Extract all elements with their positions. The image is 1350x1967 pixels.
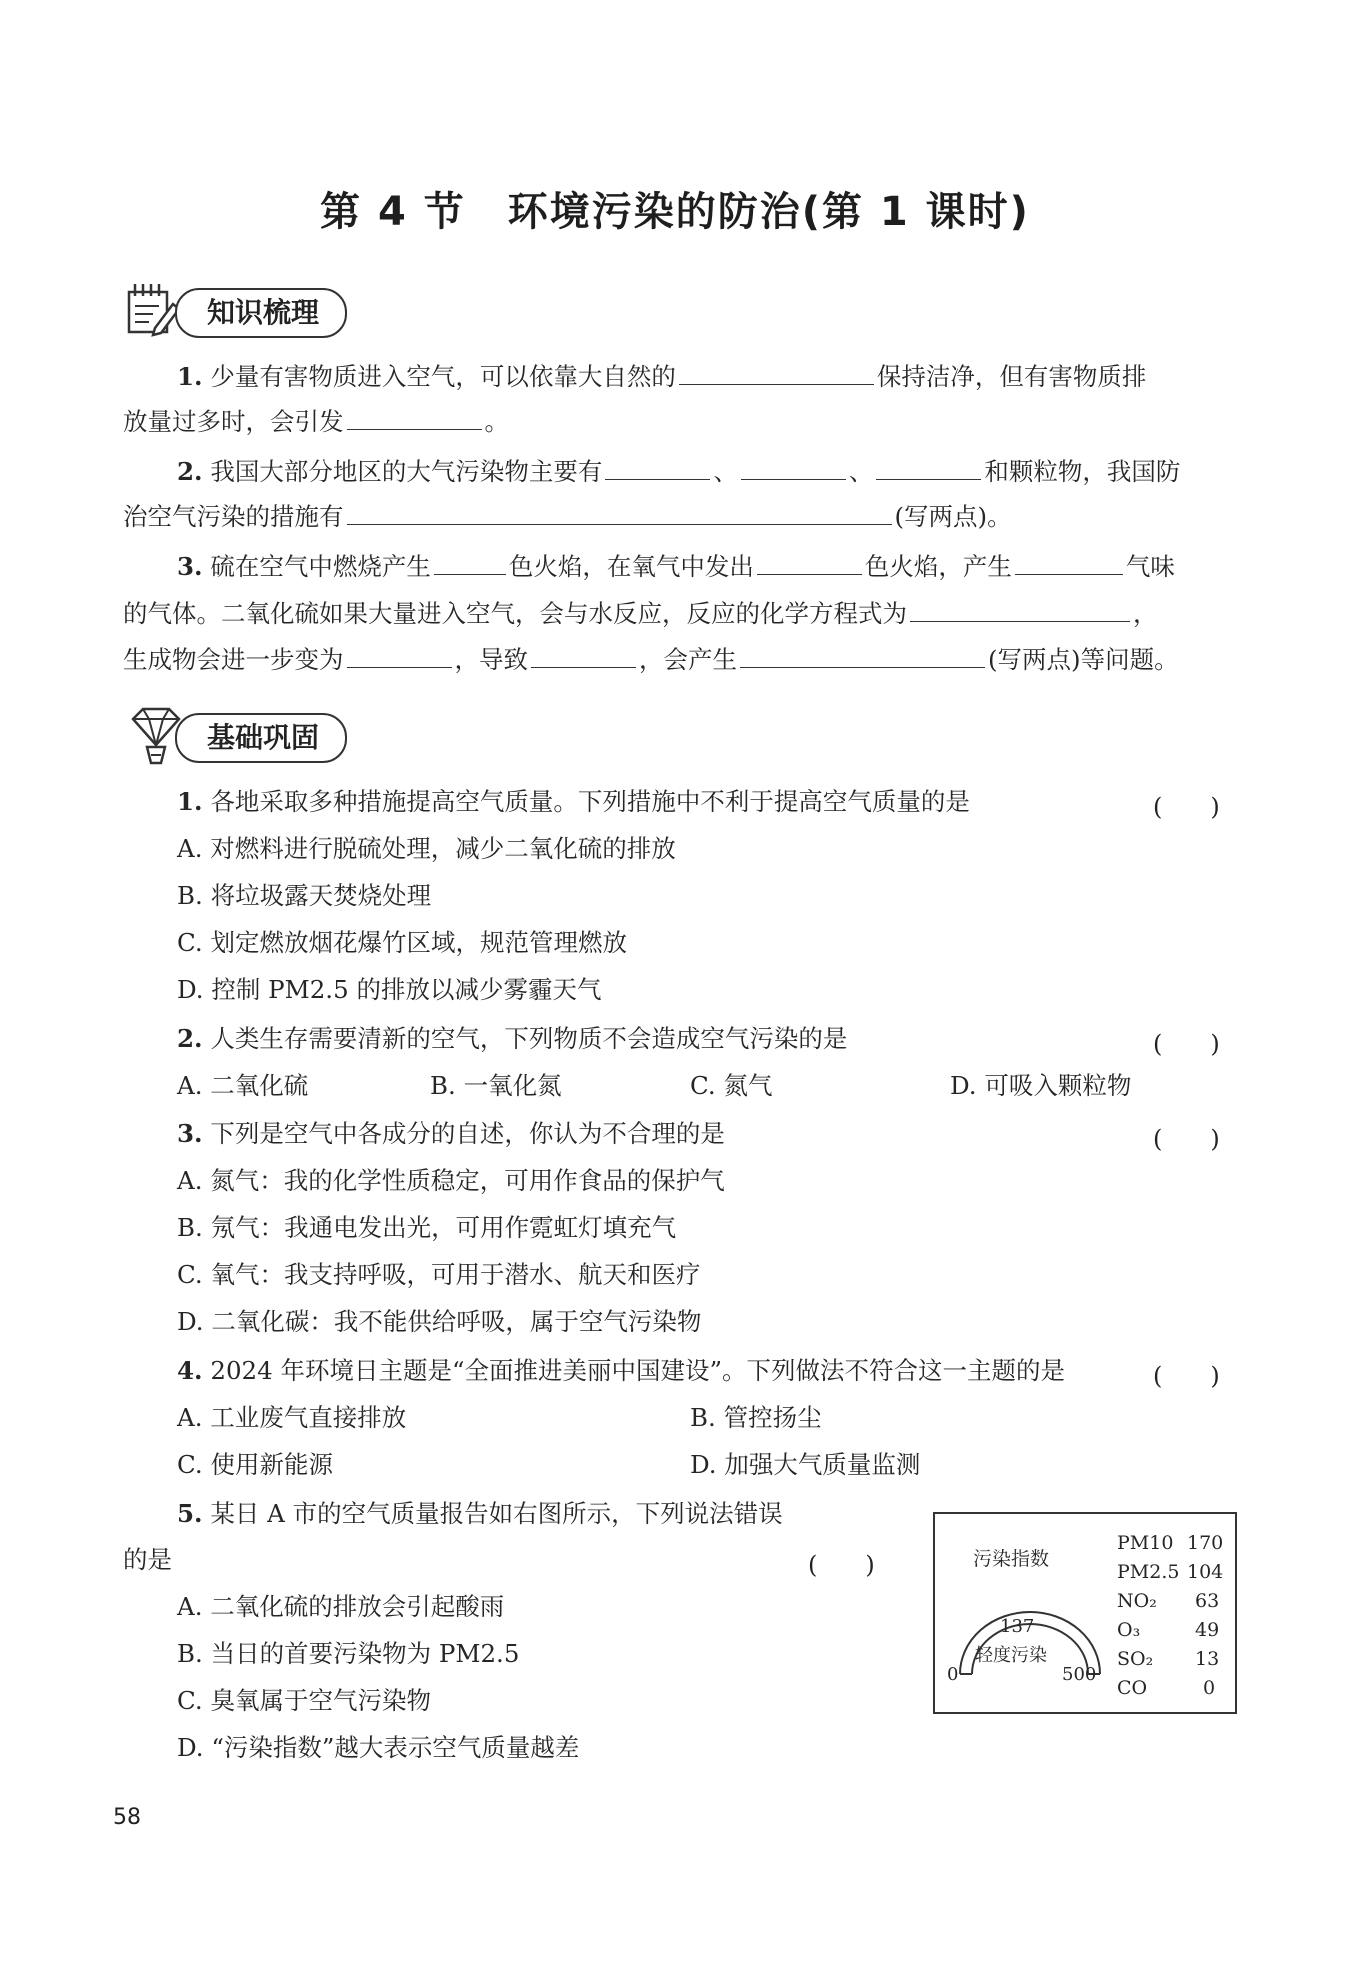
text: 某日 A 市的空气质量报告如右图所示，下列说法错误 [210, 1499, 783, 1528]
pollutant-value: 170 [1187, 1532, 1224, 1554]
gauge-min: 0 [947, 1664, 959, 1685]
item-number: 1. [177, 362, 203, 391]
question-number: 5. [177, 1499, 203, 1528]
answer-bracket[interactable]: ( ) [1153, 793, 1220, 821]
question-number: 3. [177, 1119, 203, 1148]
pollutant-value: 0 [1203, 1677, 1216, 1699]
pollutant-name: SO₂ [1117, 1648, 1154, 1670]
question-4-option-c[interactable]: C. 使用新能源 [177, 1450, 333, 1479]
pollutant-name: NO₂ [1117, 1590, 1157, 1612]
question-1-option-b[interactable]: B. 将垃圾露天焚烧处理 [177, 881, 432, 910]
question-number: 2. [177, 1024, 203, 1053]
question-2-option-b[interactable]: B. 一氧化氮 [430, 1071, 562, 1100]
question-4-option-b[interactable]: B. 管控扬尘 [690, 1403, 822, 1432]
answer-blank[interactable] [876, 455, 981, 480]
aqi-value: 137 [1000, 1616, 1035, 1637]
text: 的气体。二氧化硫如果大量进入空气，会与水反应，反应的化学方程式为 [123, 599, 907, 628]
question-number: 4. [177, 1356, 203, 1385]
knowledge-item-3-line-3 [123, 643, 1179, 677]
answer-blank[interactable] [740, 643, 985, 668]
text: (写两点)等问题。 [988, 645, 1179, 674]
text: 保持洁净，但有害物质排 [876, 362, 1147, 391]
answer-blank[interactable] [434, 550, 506, 575]
text: 、 [848, 457, 874, 486]
question-2-option-a[interactable]: A. 二氧化硫 [177, 1071, 309, 1100]
pollutant-value: 104 [1187, 1561, 1224, 1583]
text: 和颗粒物，我国防 [984, 457, 1181, 486]
answer-blank[interactable] [910, 597, 1130, 622]
pollutant-value: 13 [1195, 1648, 1220, 1670]
answer-bracket[interactable]: ( ) [1153, 1030, 1220, 1058]
answer-bracket[interactable]: ( ) [1153, 1362, 1220, 1390]
answer-blank[interactable] [741, 455, 846, 480]
question-4-stem [177, 1354, 1065, 1388]
question-3-stem [177, 1117, 725, 1151]
answer-blank[interactable] [347, 500, 892, 525]
air-quality-report-figure [933, 1512, 1237, 1714]
text: 色火焰，产生 [864, 552, 1012, 581]
text: ，会产生 [639, 645, 737, 674]
question-1-option-a[interactable]: A. 对燃料进行脱硫处理，减少二氧化硫的排放 [177, 834, 676, 863]
answer-blank[interactable] [347, 405, 482, 430]
text: 生成物会进一步变为 [123, 645, 344, 674]
text: 、 [713, 457, 738, 486]
pollutant-name: PM2.5 [1117, 1561, 1180, 1583]
answer-blank[interactable] [605, 455, 710, 480]
question-2-option-d[interactable]: D. 可吸入颗粒物 [950, 1071, 1132, 1100]
aqi-level: 轻度污染 [975, 1645, 1047, 1666]
text: 2024 年环境日主题是“全面推进美丽中国建设”。下列做法不符合这一主题的是 [210, 1356, 1066, 1385]
question-5-option-c[interactable]: C. 臭氧属于空气污染物 [177, 1686, 431, 1715]
answer-blank[interactable] [531, 643, 636, 668]
pollutant-name: PM10 [1117, 1532, 1174, 1554]
knowledge-item-3-line-1 [177, 550, 1175, 584]
question-4-option-d[interactable]: D. 加强大气质量监测 [690, 1450, 921, 1479]
question-5-option-a[interactable]: A. 二氧化硫的排放会引起酸雨 [177, 1592, 505, 1621]
gauge-max: 500 [1062, 1664, 1097, 1685]
section-title-knowledge: 知识梳理 [175, 288, 347, 338]
pollutant-value: 63 [1195, 1590, 1220, 1612]
pollutant-name: CO [1117, 1677, 1148, 1699]
question-1-option-d[interactable]: D. 控制 PM2.5 的排放以减少雾霾天气 [177, 975, 602, 1004]
text: 少量有害物质进入空气，可以依靠大自然的 [210, 362, 676, 391]
text: 硫在空气中燃烧产生 [210, 552, 431, 581]
knowledge-item-2-line-2 [123, 500, 1012, 534]
text: ， [1133, 599, 1158, 628]
text: 治空气污染的措施有 [123, 502, 344, 531]
text: 人类生存需要清新的空气，下列物质不会造成空气污染的是 [210, 1024, 848, 1053]
text: 我国大部分地区的大气污染物主要有 [210, 457, 603, 486]
answer-blank[interactable] [1015, 550, 1123, 575]
text: (写两点)。 [894, 502, 1012, 531]
text: ，导致 [454, 645, 528, 674]
pollutant-name: O₃ [1117, 1619, 1141, 1641]
text: 。 [484, 407, 509, 436]
answer-blank[interactable] [757, 550, 862, 575]
question-3-option-d[interactable]: D. 二氧化碳：我不能供给呼吸，属于空气污染物 [177, 1307, 702, 1336]
question-number: 1. [177, 787, 203, 816]
text: 放量过多时，会引发 [123, 407, 344, 436]
knowledge-item-2-line-1 [177, 455, 1180, 489]
text: 色火焰，在氧气中发出 [508, 552, 754, 581]
question-2-stem [177, 1022, 847, 1056]
item-number: 3. [177, 552, 203, 581]
text: 各地采取多种措施提高空气质量。下列措施中不利于提高空气质量的是 [210, 787, 970, 816]
question-1-stem [177, 785, 970, 819]
pollutant-value: 49 [1195, 1619, 1220, 1641]
question-5-stem-line-1 [177, 1497, 783, 1531]
question-3-option-b[interactable]: B. 氖气：我通电发出光，可用作霓虹灯填充气 [177, 1213, 677, 1242]
question-5-option-d[interactable]: D. “污染指数”越大表示空气质量越差 [177, 1733, 580, 1762]
knowledge-item-1-line-2 [123, 405, 509, 439]
answer-bracket[interactable]: ( ) [808, 1551, 875, 1579]
question-3-option-c[interactable]: C. 氧气：我支持呼吸，可用于潜水、航天和医疗 [177, 1260, 701, 1289]
question-5-stem-line-2: 的是 [123, 1545, 172, 1574]
question-3-option-a[interactable]: A. 氮气：我的化学性质稳定，可用作食品的保护气 [177, 1166, 725, 1195]
item-number: 2. [177, 457, 203, 486]
question-5-option-b[interactable]: B. 当日的首要污染物为 PM2.5 [177, 1639, 520, 1668]
text: 下列是空气中各成分的自述，你认为不合理的是 [210, 1119, 725, 1148]
answer-bracket[interactable]: ( ) [1153, 1125, 1220, 1153]
answer-blank[interactable] [679, 360, 874, 385]
aqi-label: 污染指数 [973, 1548, 1050, 1570]
knowledge-item-1-line-1 [177, 360, 1146, 394]
section-header-knowledge [125, 280, 385, 340]
section-header-basics [125, 705, 385, 765]
knowledge-item-3-line-2 [123, 597, 1158, 631]
question-4-option-a[interactable]: A. 工业废气直接排放 [177, 1403, 407, 1432]
question-2-option-c[interactable]: C. 氮气 [690, 1071, 773, 1100]
answer-blank[interactable] [347, 643, 452, 668]
section-title-basics: 基础巩固 [175, 713, 347, 763]
page-title: 第 4 节 环境污染的防治(第 1 课时) [320, 189, 1030, 235]
text: 气味 [1125, 552, 1175, 581]
page-number: 58 [113, 1805, 141, 1830]
question-1-option-c[interactable]: C. 划定燃放烟花爆竹区域，规范管理燃放 [177, 928, 627, 957]
